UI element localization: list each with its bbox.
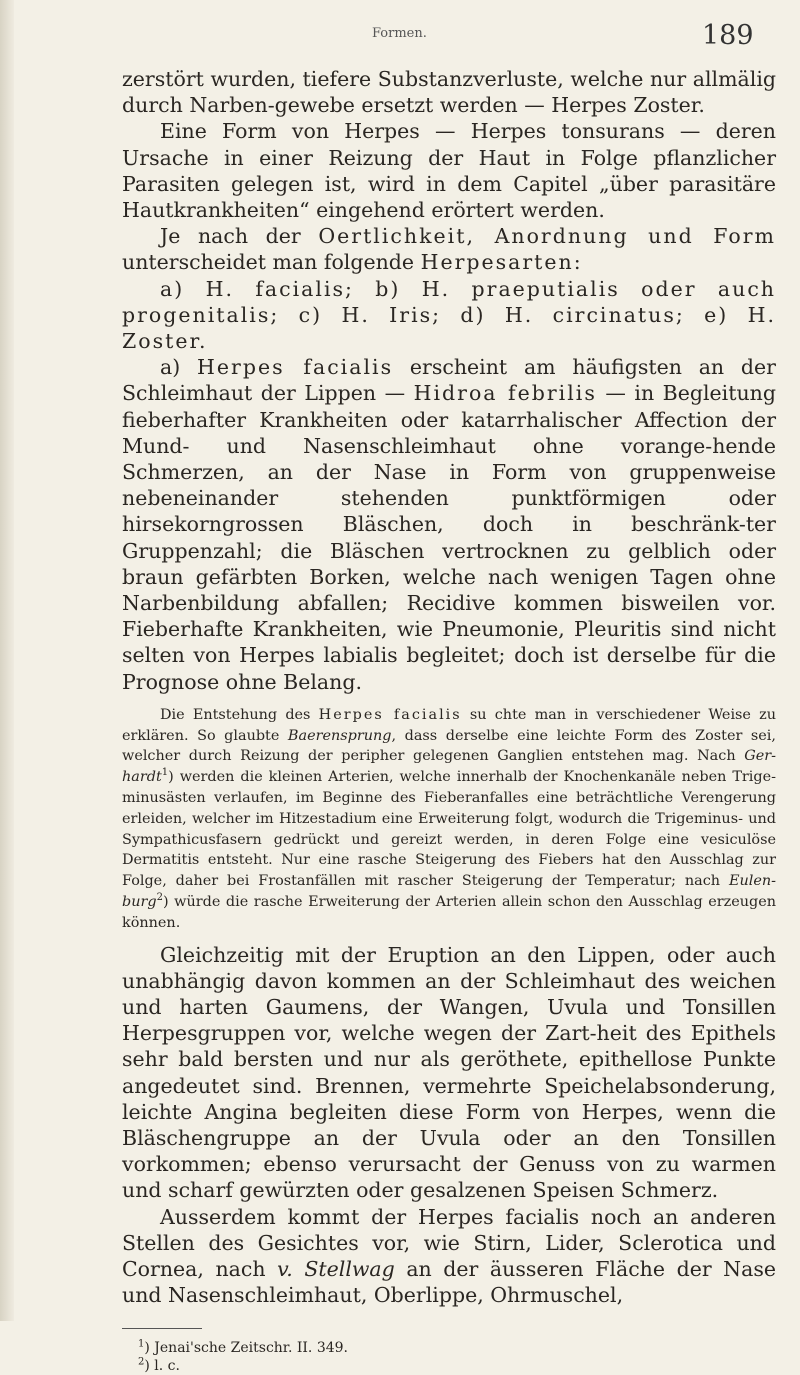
footnote-ref: 2 bbox=[156, 892, 163, 904]
footnote-mark: 2 bbox=[138, 1356, 145, 1368]
text-run: ) würde die rasche Erweiterung der Arterien allein schon den Ausschlag erzeugen können. bbox=[122, 894, 776, 931]
author-name: v. Stellwag bbox=[277, 1257, 395, 1282]
small-print-note bbox=[122, 705, 776, 934]
text-run: : bbox=[573, 250, 581, 275]
text-run: unterscheidet man folgende bbox=[122, 250, 421, 275]
note-paragraph bbox=[122, 705, 776, 934]
author-name: Eulen-burg bbox=[122, 873, 776, 911]
paragraph-herpes-facialis bbox=[122, 354, 776, 695]
paragraph-eruption: Gleichzeitig mit der Eruption an den Lippen, oder auch unabhängig davon kommen an der Schleimhaut des weichen und harten Gaumens, der Wangen, Uvula und Tonsillen Herpesgruppen vor, welche wegen der Zart-heit des Epithels sehr bald bersten und nur als geröthete, epithellose Punkte angedeutet sind. Brennen, vermehrte Speichelabsonderung, leichte Angina begleiten diese Form von Herpes, wenn die Bläschengruppe an der Uvula oder an den Tonsillen vorkommen; ebenso verursacht der Genuss von zu warmen und scharf gewürzten oder gesalzenen Speisen Schmerz. bbox=[122, 942, 776, 1203]
author-name: Ger-hardt bbox=[122, 748, 776, 786]
footnote-rule bbox=[122, 1328, 202, 1329]
running-head: Formen. bbox=[372, 26, 427, 41]
paragraph-herpes-list: a) H. facialis; b) H. praeputialis oder auch progenitalis; c) H. Iris; d) H. circinatus; e) H. Zoster. bbox=[122, 276, 776, 354]
text-run: su chte man in verschiedener Weise zu erklären. So glaubte bbox=[122, 706, 777, 744]
text-run: Die Entstehung des bbox=[160, 706, 319, 723]
body-text bbox=[122, 66, 776, 1375]
text-run: ) werden die kleinen Arterien, welche innerhalb der Knochenkanäle neben Trige-minusästen verlaufen, im Beginne des Fieberanfalles eine beträchtliche Verengerung erleiden, welcher im Hitzestadium eine Erweiterung folgt, wodurch die Trigeminus- und Sympathicusfasern gedrückt und gereizt werden, in deren Folge eine vesiculöse Dermatitis entsteht. Nur eine rasche Steigerung des Fiebers hat den Ausschlag zur Folge, daher bei Frostanfällen mit rascher Steigerung der Temperatur; nach bbox=[122, 769, 776, 890]
text-run: Ausserdem kommt der Herpes facialis noch an anderen Stellen des Gesichtes vor, wie Stirn, Lider, Sclerotica und Cornea, nach bbox=[122, 1204, 776, 1282]
text-run: , dass derselbe eine leichte Form des Zoster sei, welcher durch Reizung der peripher gelegenen Ganglien entstehen mag. Nach bbox=[122, 727, 776, 765]
footnote-mark: 1 bbox=[138, 1338, 145, 1350]
paragraph-1: zerstört wurden, tiefere Substanzverluste, welche nur allmälig durch Narben-gewebe ersetzt werden — Herpes Zoster. bbox=[122, 67, 776, 118]
paragraph-herpesarten-intro bbox=[122, 223, 776, 275]
footnote bbox=[122, 1357, 776, 1375]
author-name: Baerensprung bbox=[287, 727, 392, 744]
page-number: 189 bbox=[702, 20, 754, 51]
footnote-text: ) Jenai'sche Zeitschr. II. 349. bbox=[144, 1340, 348, 1357]
spaced-term: Hidroa febrilis bbox=[413, 381, 597, 406]
text-run: — in Begleitung fieberhafter Krankheiten oder katarrhalischer Affection der Mund- und Nasenschleimhaut ohne vorange-hende Schmerzen, an der Nase in Form von gruppenweise nebeneinander stehenden punktförmigen oder hirsekorngrossen Bläschen, doch in beschränk-ter Gruppenzahl; die Bläschen vertrocknen zu gelblich oder braun gefärbten Borken, welche nach wenigen Tagen ohne Narbenbildung abfallen; Recidive kommen bisweilen vor. Fieberhafte Krankheiten, wie Pneumonie, Pleuritis sind nicht selten von Herpes labialis begleitet; doch ist derselbe für die Prognose ohne Belang. bbox=[122, 381, 776, 694]
page-gutter-edge bbox=[0, 0, 14, 1321]
text-run: an der äusseren Fläche der Nase und Nasenschleimhaut, Oberlippe, Ohrmuschel, bbox=[122, 1257, 776, 1308]
text-run: Je nach der bbox=[160, 224, 319, 249]
text-run: a) bbox=[160, 355, 198, 380]
page-header bbox=[0, 18, 800, 58]
spaced-term: Herpes facialis bbox=[318, 706, 462, 723]
spaced-term: Herpes facialis bbox=[197, 355, 394, 380]
footnote bbox=[122, 1339, 776, 1357]
text-run: erscheint am häufigsten an der Schleimhaut der Lippen — bbox=[122, 355, 776, 406]
paragraph-herpes-tonsurans: Eine Form von Herpes — Herpes tonsurans — deren Ursache in einer Reizung der Haut in Folge pflanzlicher Parasiten gelegen ist, wird in dem Capitel „über parasitäre Hautkrankheiten“ eingehend erörtert werden. bbox=[122, 119, 776, 223]
paragraph-other-sites bbox=[122, 1204, 776, 1309]
spaced-term: Herpesarten bbox=[420, 250, 574, 275]
footnote-ref: 1 bbox=[161, 767, 169, 779]
spaced-term: Oertlichkeit, Anordnung und Form bbox=[318, 224, 776, 249]
footnote-text: ) l. c. bbox=[144, 1358, 180, 1375]
